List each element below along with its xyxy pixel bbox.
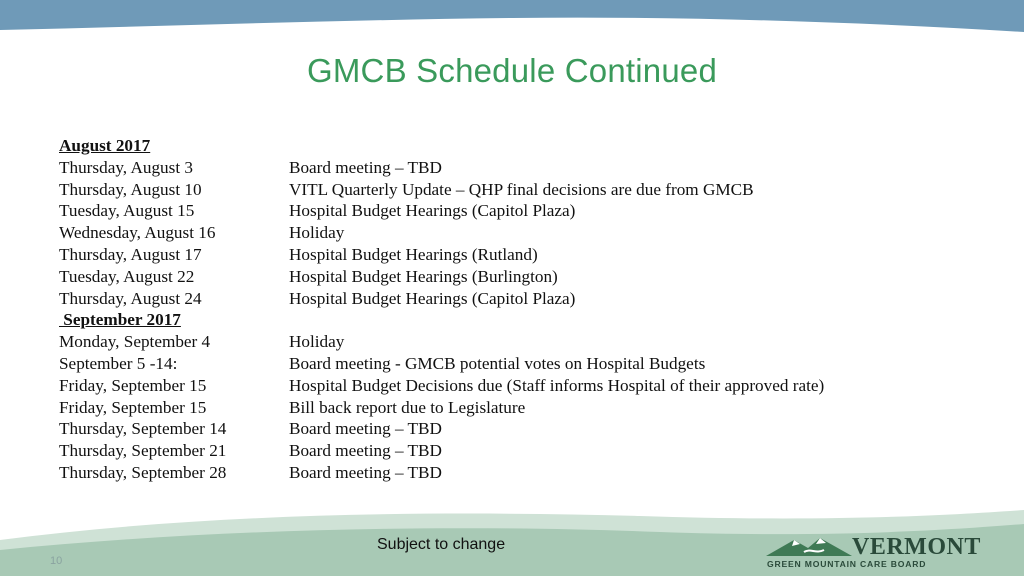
schedule-date: September 5 -14: [59,353,178,373]
schedule-event: Hospital Budget Hearings (Rutland) [289,244,538,264]
schedule-date: Wednesday, August 16 [59,223,216,243]
logo-vermont-word: VERMONT [852,534,981,560]
schedule-row [59,179,959,201]
schedule-date: Thursday, August 17 [59,244,202,264]
schedule-event: Holiday [289,223,345,243]
schedule-date: Friday, September 15 [59,397,207,417]
schedule-row [59,462,959,484]
schedule-event: Hospital Budget Hearings (Capitol Plaza) [289,288,576,308]
schedule-month-heading [59,135,959,157]
schedule-row [59,397,959,419]
schedule-event: Board meeting – TBD [289,462,442,482]
schedule-row [59,353,959,375]
schedule-row [59,157,959,179]
schedule-event: Hospital Budget Hearings (Burlington) [289,266,558,286]
schedule-event: Hospital Budget Hearings (Capitol Plaza) [289,201,576,221]
schedule-row [59,222,959,244]
schedule-row [59,200,959,222]
schedule-row [59,331,959,353]
month-heading: September 2017 [59,310,181,330]
schedule-date: Tuesday, August 22 [59,266,195,286]
page-title: GMCB Schedule Continued [307,52,717,89]
mountain-logo-icon [764,534,854,558]
schedule-row [59,266,959,288]
schedule-date: Thursday, August 3 [59,157,193,177]
schedule-event: VITL Quarterly Update – QHP final decisions are due from GMCB [289,179,754,199]
schedule-row [59,418,959,440]
schedule-date: Monday, September 4 [59,332,211,352]
schedule-date: Thursday, September 28 [59,462,227,482]
schedule-event: Board meeting – TBD [289,441,442,461]
schedule-row [59,288,959,310]
page-number: 10 [50,555,63,567]
schedule-event: Board meeting - GMCB potential votes on Hospital Budgets [289,353,706,373]
schedule-event: Board meeting – TBD [289,419,442,439]
schedule-list [59,135,959,484]
schedule-date: Thursday, August 24 [59,288,202,308]
gmcb-logo [764,534,1008,572]
schedule-row [59,244,959,266]
subject-to-change-note: Subject to change [377,536,506,553]
schedule-row [59,375,959,397]
schedule-event: Bill back report due to Legislature [289,397,526,417]
schedule-event: Hospital Budget Decisions due (Staff informs Hospital of their approved rate) [289,375,825,395]
schedule-date: Tuesday, August 15 [59,201,195,221]
schedule-event: Holiday [289,332,345,352]
schedule-date: Thursday, August 10 [59,179,202,199]
logo-subtitle: GREEN MOUNTAIN CARE BOARD [767,559,927,569]
schedule-row [59,440,959,462]
schedule-event: Board meeting – TBD [289,157,442,177]
schedule-date: Thursday, September 21 [59,441,227,461]
month-heading: August 2017 [59,136,151,155]
schedule-date: Thursday, September 14 [59,419,227,439]
top-decorative-band [0,0,1024,40]
schedule-month-heading [59,309,959,331]
schedule-date: Friday, September 15 [59,375,207,395]
